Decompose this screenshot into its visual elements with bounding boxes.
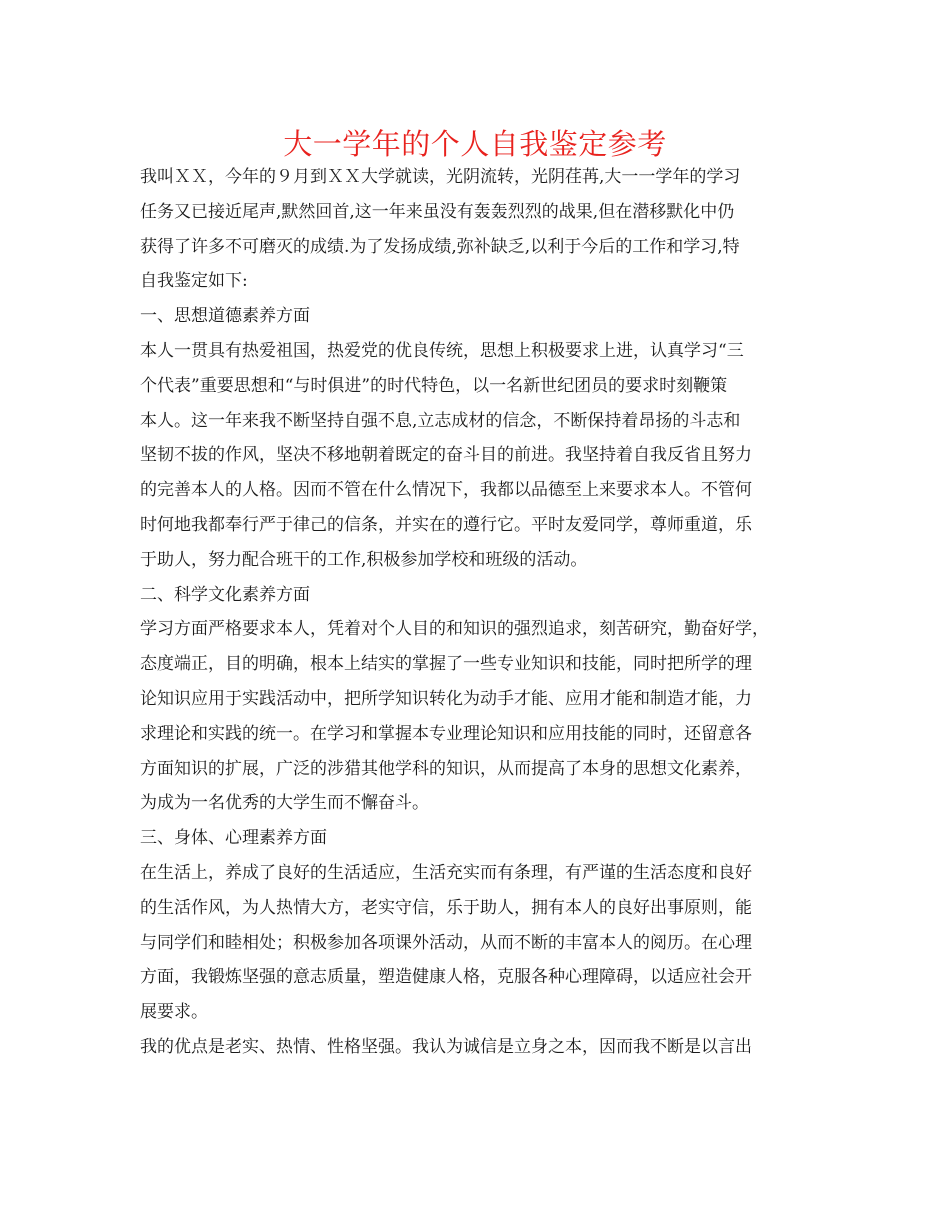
body-line: 任务又已接近尾声,默然回首,这一年来虽没有轰轰烈烈的战果,但在潜移默化中仍 [140, 201, 735, 222]
body-line: 求理论和实践的统一。在学习和掌握本专业理论知识和应用技能的同时，还留意各 [140, 723, 752, 744]
body-line: 个代表”重要思想和“与时俱进”的时代特色，以一名新世纪团员的要求时刻鞭策 [140, 375, 728, 396]
body-line: 我叫ＸＸ，今年的９月到ＸＸ大学就读，光阴流转，光阴荏苒,大一一学年的学习 [140, 167, 741, 187]
body-line: 本人。这一年来我不断坚持自强不息,立志成材的信念，不断保持着昂扬的斗志和 [140, 410, 741, 431]
document-body [140, 160, 820, 1065]
document-title: 大一学年的个人自我鉴定参考 [283, 127, 667, 161]
body-line: 学习方面严格要求本人，凭着对个人目的和知识的强烈追求，刻苦研究，勤奋好学， [140, 619, 769, 640]
body-line: 方面知识的扩展，广泛的涉猎其他学科的知识，从而提高了本身的思想文化素养， [140, 758, 752, 779]
section-heading-moral: 一、思想道德素养方面 [140, 306, 310, 327]
body-line: 我的优点是老实、热情、性格坚强。我认为诚信是立身之本，因而我不断是以言出 [140, 1036, 752, 1057]
body-line: 于助人，努力配合班干的工作,积极参加学校和班级的活动。 [140, 549, 588, 570]
section-heading-physical-mental: 三、身体、心理素养方面 [140, 828, 327, 849]
body-line: 坚韧不拔的作风，坚决不移地朝着既定的奋斗目的前进。我坚持着自我反省且努力 [140, 445, 752, 466]
body-line: 的完善本人的人格。因而不管在什么情况下，我都以品德至上来要求本人。不管何 [140, 480, 752, 501]
body-line: 与同学们和睦相处；积极参加各项课外活动，从而不断的丰富本人的阅历。在心理 [140, 932, 752, 953]
body-line: 时何地我都奉行严于律己的信条，并实在的遵行它。平时友爱同学，尊师重道，乐 [140, 514, 752, 535]
body-line: 论知识应用于实践活动中，把所学知识转化为动手才能、应用才能和制造才能，力 [140, 688, 752, 709]
body-line: 本人一贯具有热爱祖国，热爱党的优良传统，思想上积极要求上进，认真学习“三 [140, 340, 744, 361]
body-line: 获得了许多不可磨灭的成绩.为了发扬成绩,弥补缺乏,以利于今后的工作和学习,特 [140, 236, 740, 257]
body-line: 在生活上，养成了良好的生活适应，生活充实而有条理，有严谨的生活态度和良好 [140, 862, 752, 883]
body-line: 为成为一名优秀的大学生而不懈奋斗。 [140, 793, 429, 814]
body-line: 态度端正，目的明确，根本上结实的掌握了一些专业知识和技能，同时把所学的理 [140, 654, 752, 675]
body-line: 的生活作风，为人热情大方，老实守信，乐于助人，拥有本人的良好出事原则，能 [140, 897, 752, 918]
section-heading-culture: 二、科学文化素养方面 [140, 584, 310, 605]
body-line: 自我鉴定如下: [140, 271, 248, 292]
body-line: 展要求。 [140, 1002, 208, 1023]
body-line: 方面，我锻炼坚强的意志质量，塑造健康人格，克服各种心理障碍，以适应社会开 [140, 967, 752, 988]
